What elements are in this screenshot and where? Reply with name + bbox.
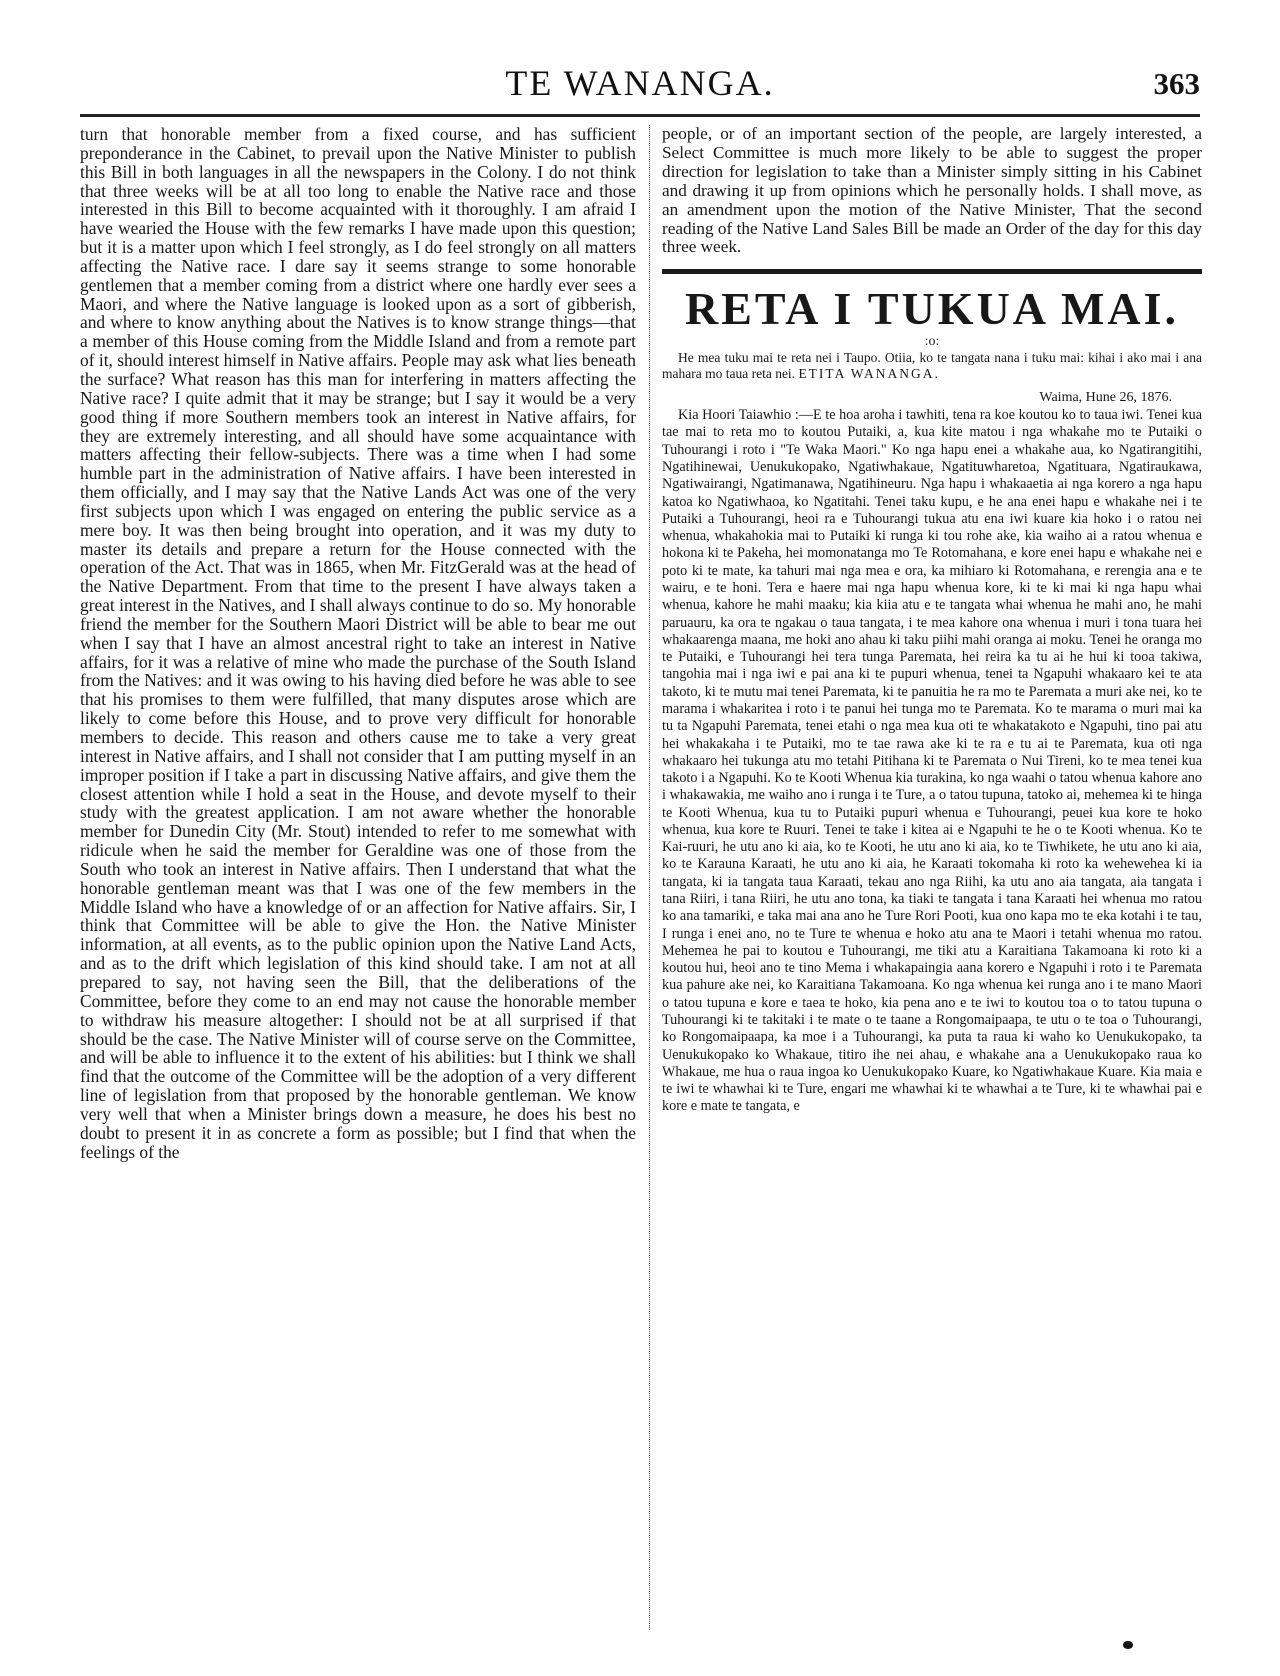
section-separator: :o: xyxy=(924,334,940,350)
letter-dateline: Waima, Hune 26, 1876. xyxy=(1039,390,1172,406)
page-number: 363 xyxy=(1153,66,1200,101)
right-column xyxy=(662,125,1202,1116)
header-rule xyxy=(80,114,1200,117)
editor-note-text: He mea tuku mai te reta nei i Taupo. Otiia, ko te tangata nana i tuku mai: kihai i ako mai i ana mahara mo taua reta nei. xyxy=(662,350,1202,381)
page-title: TE WANANGA. xyxy=(505,63,775,103)
parliamentary-speech-text: turn that honorable member from a fixed course, and has sufficient preponderance in the Cabinet, to prevail upon the Native Minister to publish this Bill in both languages in all the newspapers in the Colony. I do not think that three weeks will be at all too long to enable the Native race and those interested in this Bill to become acquainted with it thoroughly. I am afraid I have wearied the House with the few remarks I have made upon this question; but it is a matter upon which I feel strongly, as I do feel strongly on all matters affecting the Native race. I dare say it seems strange to some honorable gentlemen that a member coming from a district where one hardly ever sees a Maori, and where the Native language is looked upon as a sort of gibberish, and where to know anything about the Natives is to know strange things—that a member of this House coming from the Middle Island and from a remote part of it, should interest himself in Native affairs. People may ask what lies beneath the surface? What reason has this man for interfering in matters affecting the Native race? I quite admit that it may be strange; but I say it would be a very good thing if more Southern members took an interest in Native affairs, for they are extremely interesting, and all should have some acquaintance with matters affecting their fellow-subjects. There was a time when I had some humble part in the administration of Native affairs. I have been interested in them officially, and I may say that the Native Lands Act was one of the very first subjects upon which I was engaged on entering the public service as a mere boy. It was then being brought into operation, and it was my duty to master its details and prepare a return for the House connected with the operation of the Act. That was in 1865, when Mr. FitzGerald was at the head of the Native Department. From that time to the present I have always taken a great interest in the Natives, and I shall always continue to do so. My honorable friend the member for the Southern Maori District will be able to bear me out when I say that I have an almost ancestral right to take an interest in Native affairs, for it was a relative of mine who made the purchase of the South Island from the Natives: and it was owing to his having died before he was able to see that his promises to them were fulfilled, that many disputes arose which are likely to come before this House, and to prove very difficult for honorable members to decide. This reason and others cause me to take a very great interest in Native affairs, and I shall not consider that I am putting myself in an improper position if I take a part in discussing Native affairs, and give them the closest attention while I hold a seat in the House, and devote myself to their study with the greatest application. I am not aware whether the honorable member for Dunedin City (Mr. Stout) intended to refer to me somewhat with ridicule when he said the member for Geraldine was one of those from the South who took an interest in Native affairs. Then I understand that what the honorable gentleman meant was that I was one of the few members in the Middle Island who have a knowledge of or an affection for Native affairs. Sir, I think that Committee will be able to give the Hon. the Native Minister information, at all events, as to the public opinion upon the Native Land Acts, and as to the drift which legislation of this kind should take. I am not at all prepared to say, not having seen the Bill, that the deliberations of the Committee, before they come to an end may not cause the honorable member to withdraw his measure altogether: I should not be at all surprised if that should be the case. The Native Minister will of course serve on the Committee, and will be able to influence it to the extent of his abilities: but I think we shall find that the outcome of the Committee will be the adoption of a very different line of legislation from that proposed by the honorable gentleman. We know very well that when a Minister brings down a measure, he does his best no doubt to present it in as concrete a form as possible; but I find that when the feelings of the xyxy=(80,124,636,1162)
left-column xyxy=(80,125,636,1161)
speech-continuation-text: people, or of an important section of the people, are largely interested, a Select Committee is much more likely to be able to suggest the proper direction for legislation to take than a Minister simply sitting in his Cabinet and drawing it up from opinions which he personally holds. I shall move, as an amendment upon the motion of the Native Minister, That the second reading of the Native Land Sales Bill be made an Order of the day for this day three week. xyxy=(662,124,1202,257)
section-heading: RETA I TUKUA MAI. xyxy=(684,283,1180,335)
masthead xyxy=(0,62,1280,108)
section-rule xyxy=(662,269,1202,274)
ink-dot-mark xyxy=(1123,1641,1133,1649)
letter-body: Kia Hoori Taiawhio :—E te hoa aroha i tawhiti, tena ra koe koutou ko to taua iwi. Tenei kua tae mai to reta mo to koutou Putaiki, a, kua kite matou i nga whakahe mo te Putaiki o Tuhourangi i roto i "Te Waka Maori." Ko nga hapu enei a whakahe aua, ko Ngatirangitihi, Ngatihinewai, Uenukukopako, Ngatiwhakaue, Ngatituwharetoa, Ngatituara, Ngatiraukawa, Ngatiwairangi, Ngatimanawa, Ngatihineuru. Nga hapu i whakaaetia ai nga korero a nga hapu katoa ko Ngatiwhaoa, ko Ngatitahi. Tenei taku kupu, e he ana enei hapu e whakahe nei i te Putaiki a Tuhourangi, heoi ra e Tuhourangi tukua atu ena iwi kuare kia hoko i o ratou nei whenua, whakahokia mai to Putaiki ki runga ki tou rohe ake, kia waiho ai a ratou whenua e hokona ki te Pakeha, hei momonatanga mo Te Rotomahana, e kore enei hapu e whakahe nei e poto ki te mate, ka tahuri mai nga mea e ora, ka mihiaro ki Rotomahana, e rerengia ana e te wairu, e te honi. Tera e haere mai nga hapu whenua kore, ki te ki mai ki nga hapu whai whenua, kahore he mahi maaku; kia kiia atu e te tangata whai whenua he mahi ano, he mahi paruauru, ka ora te ngakau o taua tangata, i te mea kahore ona whenua i muri i tona tuara hei whakaarenga maana, me hoki ano ahau ki taku piihi mahi oranga ai moku. Tenei he oranga mo te Putaiki, e Tuhourangi hei tera tunga Paremata, hei reira ka tu ai he hui ki tooa takiwa, tangohia mai i nga iwi e pai ana ki te pupuri whenua, tenei ta Ngapuhi whakaaro kei te ata takoto, ki te mutu mai tenei Paremata, ki te panuitia he ra mo te Paremata a muri ake nei, ko te marama i whakaritea i roto i te panui hei tunga mo te Paremata. Ko te marama o muri mai ka tu ta Ngapuhi Paremata, tenei etahi o nga mea kua oti te whakatakoto e Ngapuhi, tino pai atu hei whakakaha i te Putaiki, mo te tae rawa ake ki te ra e tu ai te Paremata, kua oti nga whakaaro hei tukunga atu mo tetahi Pitihana ki te Paremata o Nui Tireni, ko te mea tenei kua takoto i a Ngapuhi. Ko te Kooti Whenua kia turakina, ko nga waahi o tatou whenua kahore ano i whakawakia, me waiho ano i runga i te Ture, a o tatou tupuna, tatoko ai, mehemea ki te hinga te Kooti Whenua, kua tu to Putaiki pupuri whenua e Tuhourangi, peuei kua kore te hoko whenua, kua kore te Ruuri. Tenei te take i kitea ai e Ngapuhi te he o te Kooti whenua. Ko te Kai-ruuri, he utu ano ki aia, ko te Kooti, he utu ano ki aia, ko te Tiwhikete, he utu ano ki aia, ko te Karauna Karaati, he utu ano ki aia, he Karaati tokomaha ki roto ka wehewehea ki ia tangata, ki ia tangata taua Karaati, tekau ano nga Riihi, ka utu ano aia tangata, aia tangata i tana Riiri, i tana Riiri, he utu ano tona, ka tiaki te tangata i tana Karaati hei whenua mo ratou ko ana tamariki, e taka mai ana ano he Ture Rori Pooti, kua ono kapa mo te eka kotahi i te tau, I runga i enei ano, no te Ture te whenua e hoko atu ana te Maori i tetahi whenua mo ratou. Mehemea he pai to koutou e Tuhourangi, me tiki atu a Karaitiana Takamoana ki roto ki a koutou hui, heoi ano te tino Mema i whakapaingia aana korero e Ngapuhi i roto i te Paremata kua pahure ake nei, ko Karaitiana Takamoana. Ko nga whenua kei runga ano i te mano Maori o tatou tupuna e kore e taea te hoko, kia pena ano e te iwi to koutou toa o to tatou tupuna o Tuhourangi ki te takitaki i te mate o te taane a Rongomaipaapa, te utu o te toa o Tuhourangi, ko Rongomaipaapa, ka moe i a Tuhourangi, ka puta ta raua ki waho ko Uenukukopako, ta Uenukukopako ko Whakaue, titiro ihe nei ahau, e whakahe ana a Uenukukopako raua ko Whakaue, me hua o raua ingoa ko Uenukukopako Kuare, ko Ngatiwhakaue Kuare. Kia maia e te iwi te whawhai ki te Ture, engari me whawhai ki te whawhai a te Ture, ki te whawhai pai e kore e mate te tangata, e xyxy=(662,407,1202,1115)
column-divider xyxy=(649,125,650,1630)
editor-note xyxy=(662,350,1202,381)
editor-signature: ETITA WANANGA. xyxy=(798,365,940,381)
